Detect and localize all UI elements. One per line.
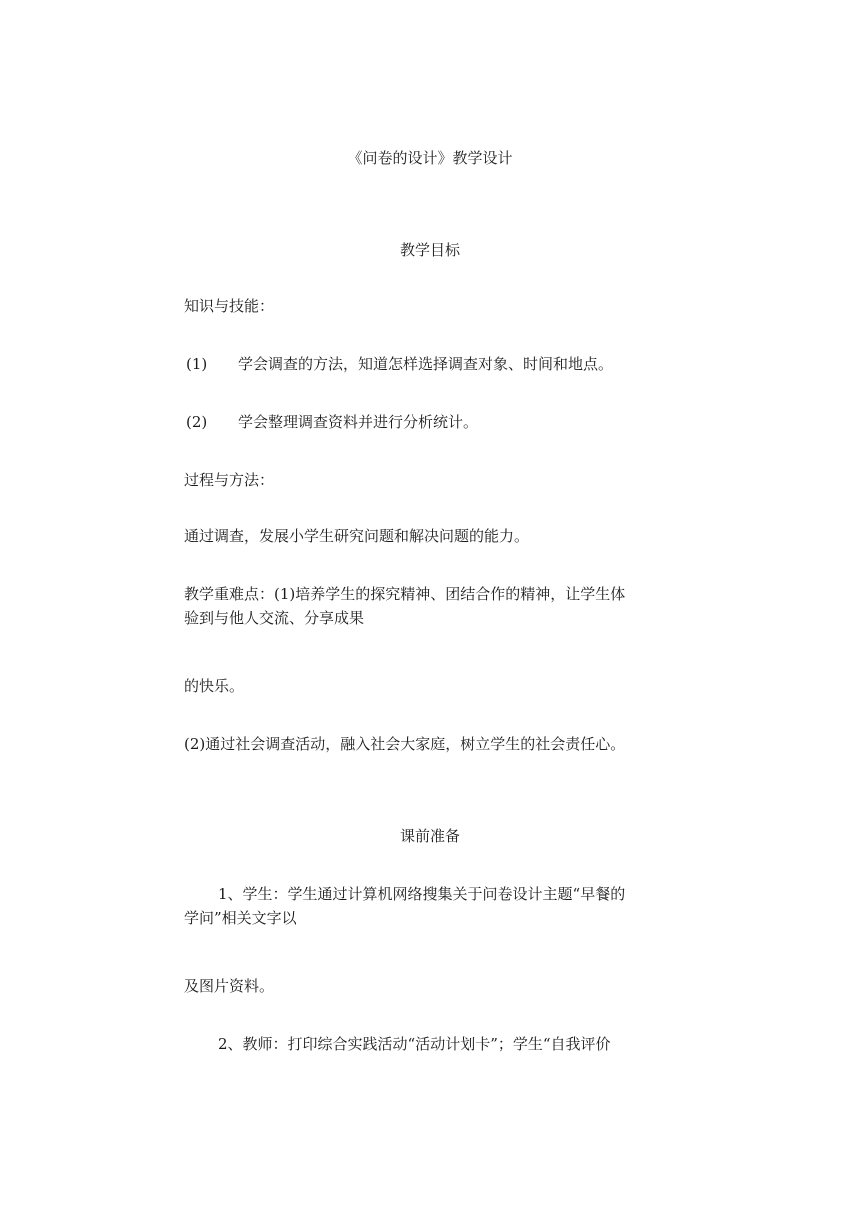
key-points-line-2: 验到与他人交流、分享成果 (184, 609, 365, 627)
item-text: 学会调查的方法，知道怎样选择调查对象、时间和地点。 (238, 355, 614, 373)
key-points-line-3: 的快乐。 (184, 677, 245, 695)
heading-objectives: 教学目标 (399, 241, 460, 259)
knowledge-item-2 (186, 412, 478, 432)
process-text: 通过调查，发展小学生研究问题和解决问题的能力。 (184, 527, 530, 545)
key-points-line-1: 教学重难点：(1)培养学生的探究精神、团结合作的精神，让学生体 (184, 585, 626, 603)
item-number: (2) (186, 413, 208, 431)
prep-item-1-line-3: 及图片资料。 (184, 977, 275, 995)
heading-preparation: 课前准备 (399, 827, 460, 845)
item-number: (1) (186, 355, 208, 373)
prep-item-1-line-2: 学问”相关文字以 (184, 909, 297, 927)
key-points-2: (2)通过社会调查活动，融入社会大家庭，树立学生的社会责任心。 (184, 735, 626, 753)
item-text: 学会整理调查资料并进行分析统计。 (238, 413, 479, 431)
process-label: 过程与方法： (184, 471, 275, 489)
knowledge-label: 知识与技能： (184, 297, 275, 315)
document-title: 《问卷的设计》教学设计 (347, 149, 513, 167)
prep-item-2-line-1: 2、教师：打印综合实践活动“活动计划卡”；学生“自我评价 (218, 1035, 611, 1053)
prep-item-1-line-1: 1、学生：学生通过计算机网络搜集关于问卷设计主题“早餐的 (218, 885, 626, 903)
knowledge-item-1 (186, 354, 613, 374)
